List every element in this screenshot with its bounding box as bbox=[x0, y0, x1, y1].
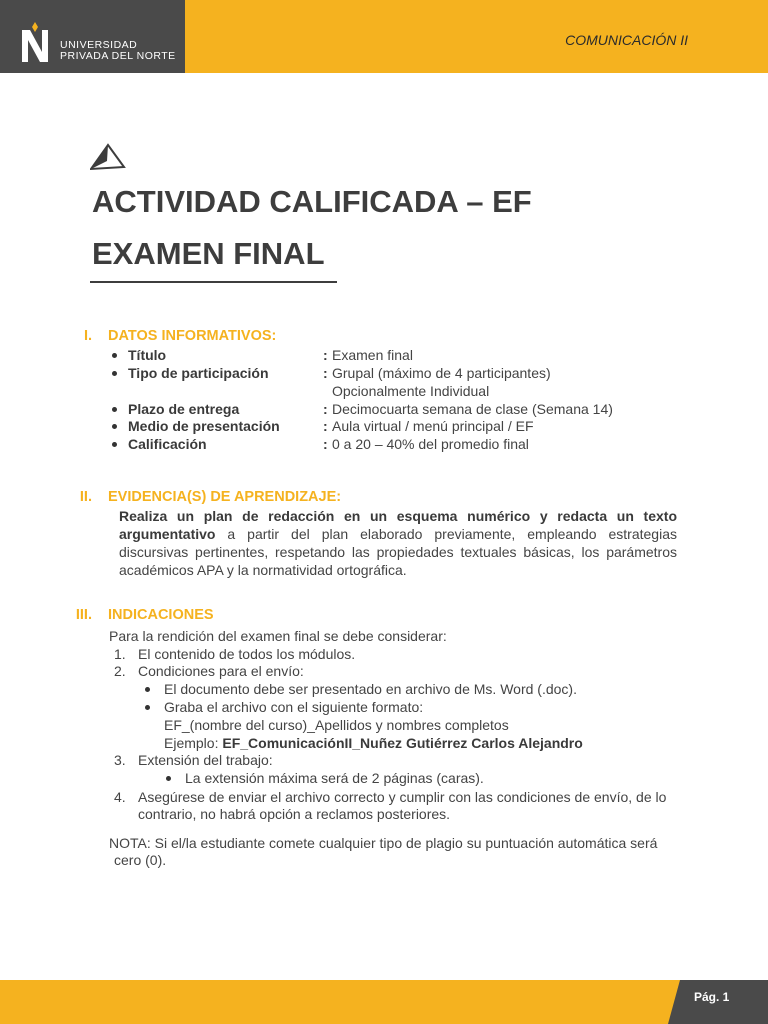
page-title-line-2: EXAMEN FINAL bbox=[92, 236, 325, 271]
page-title-line-1: ACTIVIDAD CALIFICADA – EF bbox=[92, 184, 532, 219]
upn-logo-icon bbox=[20, 22, 50, 64]
instructions-intro: Para la rendición del examen final se debe considerar: bbox=[109, 628, 447, 644]
example-label: Ejemplo: bbox=[164, 735, 223, 751]
section-label: INDICACIONES bbox=[108, 607, 214, 623]
bullet bbox=[112, 407, 117, 412]
bullet bbox=[112, 442, 117, 447]
bullet bbox=[112, 353, 117, 358]
evidence-bold-text: Realiza un plan de redacción en un esquema numérico y redacta un texto argumentativo bbox=[119, 508, 677, 542]
list-item-asegurese-2: contrario, no habrá opción a reclamos posteriores. bbox=[138, 806, 451, 822]
bullet bbox=[112, 371, 117, 376]
title-underline bbox=[90, 281, 337, 283]
list-item-extension: Extensión del trabajo: bbox=[138, 752, 273, 768]
section-number: III. bbox=[75, 607, 92, 623]
colon: : bbox=[323, 365, 328, 381]
page-header bbox=[0, 0, 768, 73]
bullet bbox=[166, 776, 171, 781]
evidence-text: a partir del plan elaborado previamente, empleando estrategias discursivas pertinentes, respetando las propiedades textuales básicas, los parámetros académicos APA y la normatividad ortográfica. bbox=[119, 526, 677, 578]
sub-item-graba: Graba el archivo con el siguiente formato: bbox=[164, 699, 424, 715]
field-value-tipo-2: Opcionalmente Individual bbox=[332, 383, 490, 399]
field-value-medio: Aula virtual / menú principal / EF bbox=[332, 418, 534, 434]
example-value: EF_ComunicaciónII_Nuñez Gutiérrez Carlos Alejandro bbox=[222, 735, 583, 751]
field-label-titulo: Título bbox=[128, 347, 167, 363]
list-item-condiciones: Condiciones para el envío: bbox=[138, 663, 304, 679]
bullet bbox=[145, 705, 150, 710]
field-value-plazo: Decimocuarta semana de clase (Semana 14) bbox=[332, 401, 613, 417]
logo-line-2: PRIVADA DEL NORTE bbox=[60, 50, 176, 62]
field-label-calificacion: Calificación bbox=[128, 436, 207, 452]
sub-item-ejemplo bbox=[164, 734, 583, 752]
sub-item-formato: EF_(nombre del curso)_Apellidos y nombres completos bbox=[164, 717, 509, 733]
section-label: EVIDENCIA(S) DE APRENDIZAJE: bbox=[108, 489, 342, 505]
list-number: 3. bbox=[114, 752, 126, 768]
bullet bbox=[112, 424, 117, 429]
bullet bbox=[145, 687, 150, 692]
section-number: II. bbox=[79, 489, 92, 505]
note-line-2: cero (0). bbox=[114, 852, 167, 868]
university-logo bbox=[0, 0, 185, 73]
list-item-contenido: El contenido de todos los módulos. bbox=[138, 646, 356, 662]
logo-text bbox=[60, 40, 176, 62]
field-label-medio: Medio de presentación bbox=[128, 418, 280, 434]
list-number: 4. bbox=[114, 789, 126, 805]
colon: : bbox=[323, 401, 328, 417]
list-number: 2. bbox=[114, 663, 126, 679]
field-value-tipo: Grupal (máximo de 4 participantes) bbox=[332, 365, 551, 381]
field-value-calificacion: 0 a 20 – 40% del promedio final bbox=[332, 436, 529, 452]
section-number: I. bbox=[83, 328, 92, 344]
sub-item-extension-maxima: La extensión máxima será de 2 páginas (caras). bbox=[185, 770, 484, 786]
list-item-asegurese-1: Asegúrese de enviar el archivo correcto y cumplir con las condiciones de envío, de lo bbox=[138, 789, 667, 805]
field-label-tipo: Tipo de participación bbox=[128, 365, 269, 381]
colon: : bbox=[323, 347, 328, 363]
note-line-1: NOTA: Si el/la estudiante comete cualquier tipo de plagio su puntuación automática será bbox=[109, 835, 658, 851]
colon: : bbox=[323, 418, 328, 434]
sub-item-documento: El documento debe ser presentado en archivo de Ms. Word (.doc). bbox=[164, 681, 577, 697]
evidence-paragraph bbox=[119, 507, 677, 579]
page-footer bbox=[0, 980, 768, 1024]
field-value-titulo: Examen final bbox=[332, 347, 413, 363]
list-number: 1. bbox=[114, 646, 126, 662]
page-number: Pág. 1 bbox=[694, 990, 730, 1004]
colon: : bbox=[323, 436, 328, 452]
field-label-plazo: Plazo de entrega bbox=[128, 401, 240, 417]
logo-line-1: UNIVERSIDAD bbox=[60, 39, 138, 51]
navigation-arrow-icon bbox=[90, 143, 126, 171]
section-label: DATOS INFORMATIVOS: bbox=[108, 328, 277, 344]
course-name: COMUNICACIÓN II bbox=[565, 32, 688, 48]
